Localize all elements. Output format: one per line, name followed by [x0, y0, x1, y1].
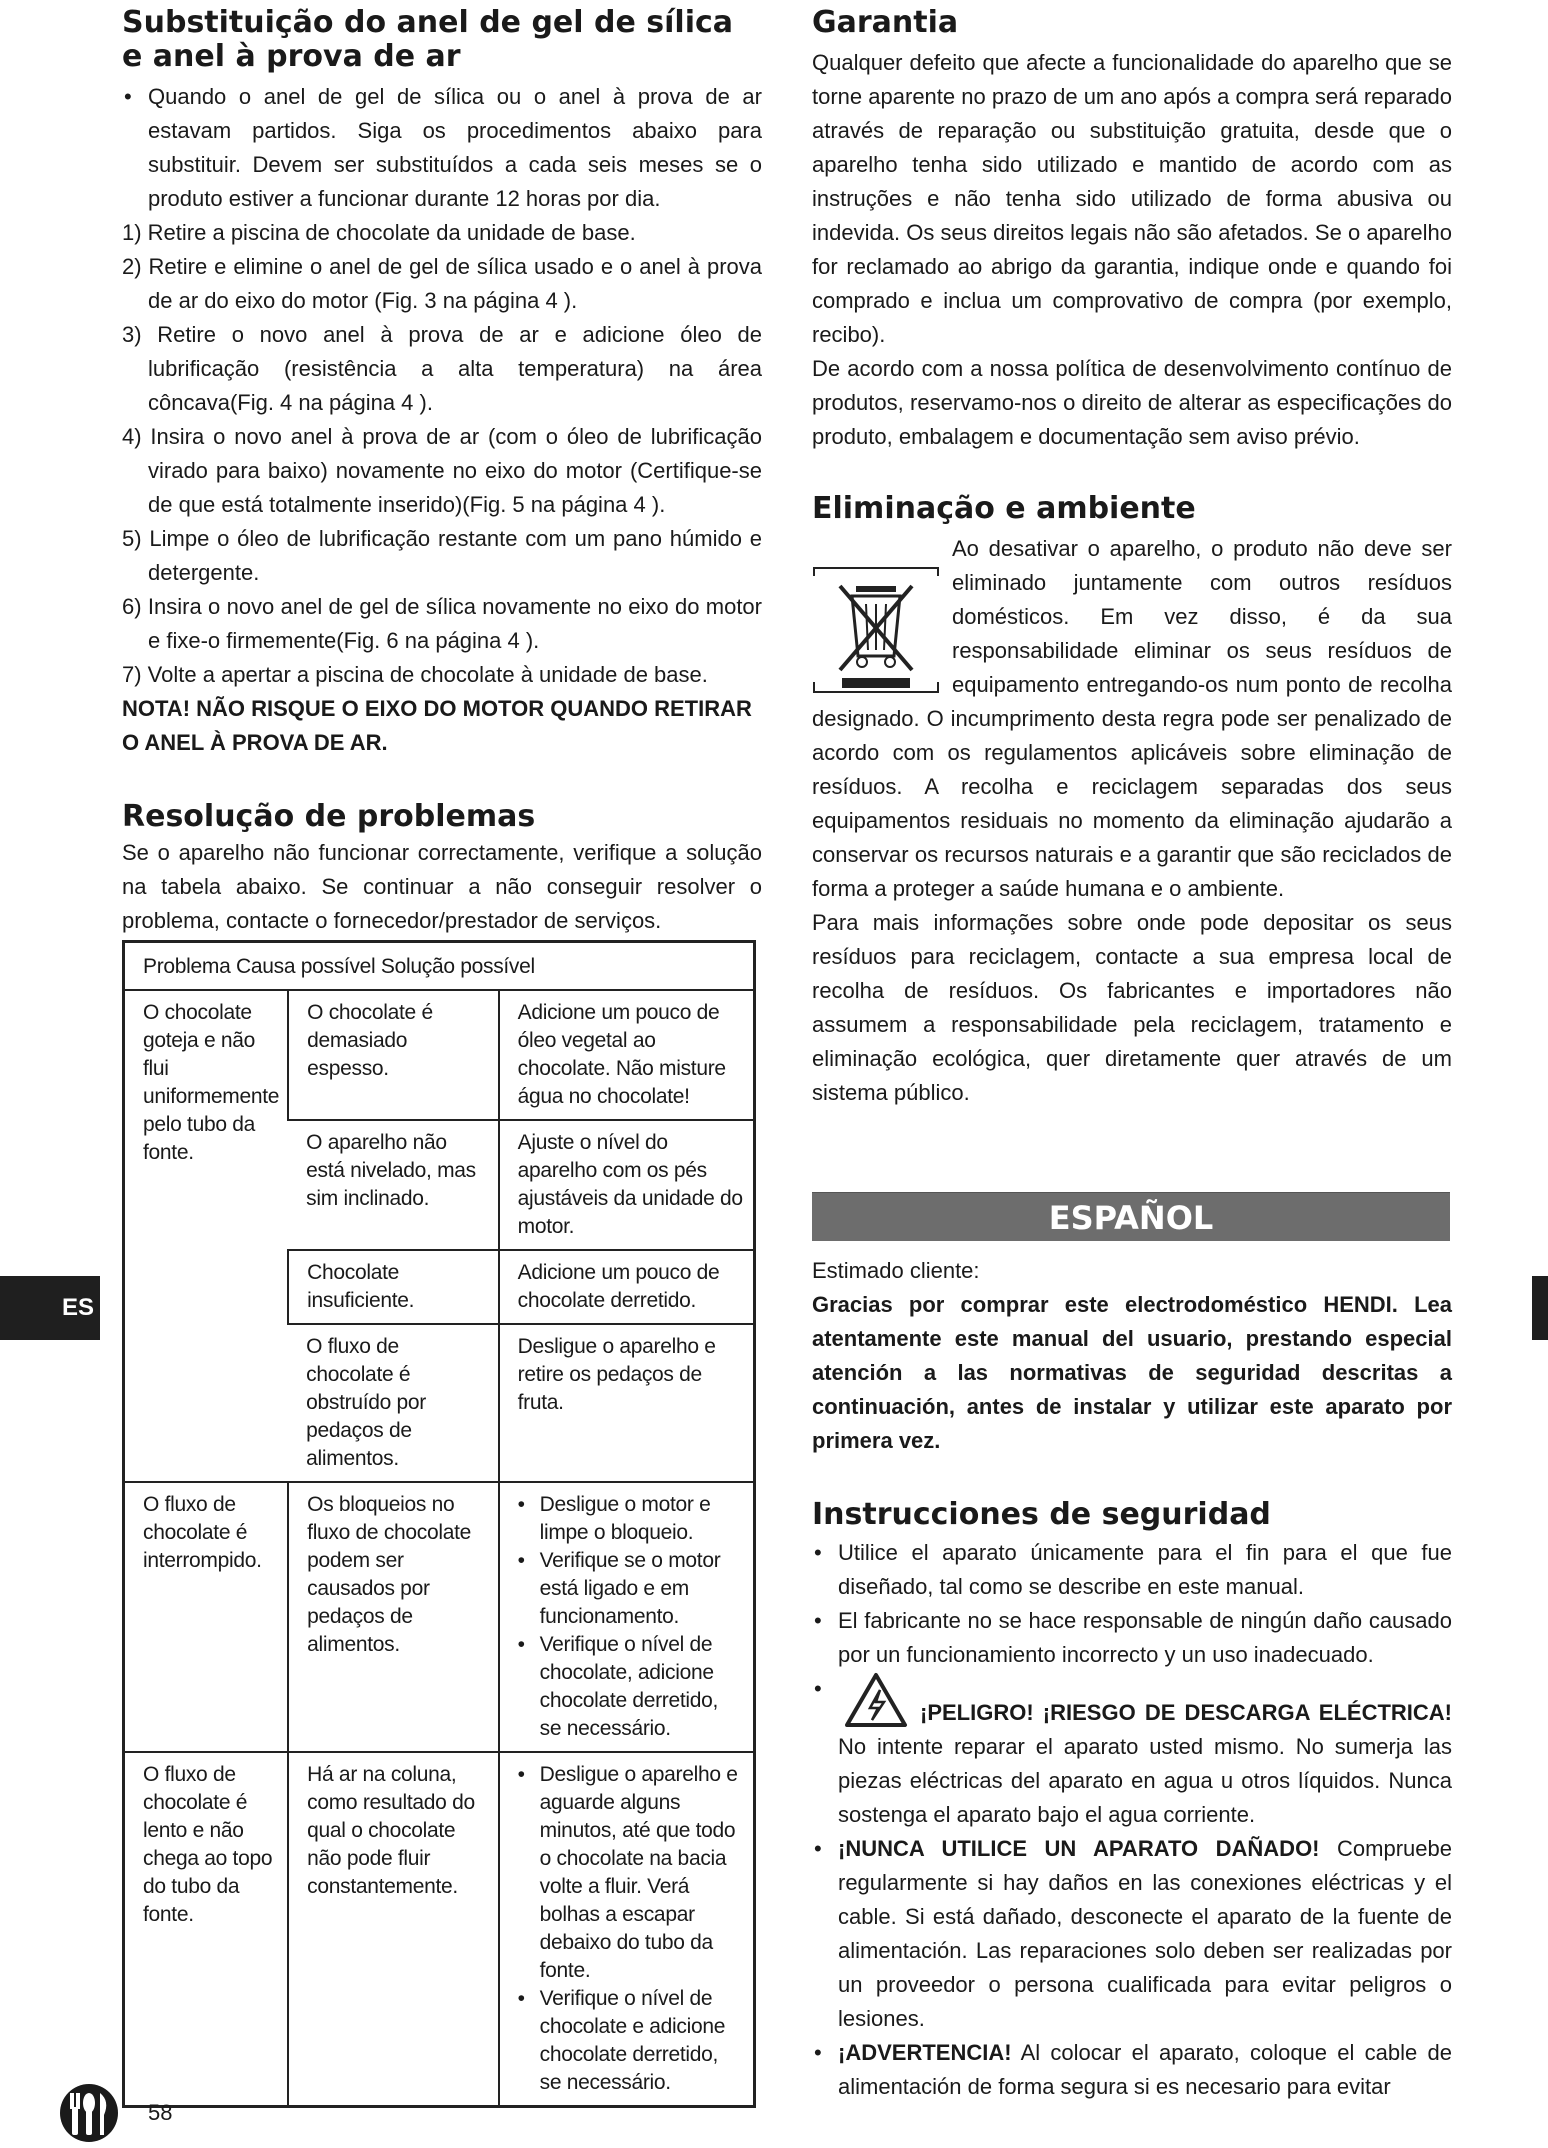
cause-3: Há ar na coluna, como resultado do qual o chocolate não pode fluir constantemente.: [288, 1752, 498, 2107]
solution-2: [499, 1482, 755, 1752]
heading-warranty: Garantia: [812, 5, 959, 40]
safety-item-1: • Utilice el aparato únicamente para el fin para el que fue diseñado, tal como se describe en este manual.: [812, 1536, 1452, 1604]
solution-3-item: • Verifique o nível de chocolate e adicione chocolate derretido, se necessário.: [518, 1985, 745, 2097]
problem-3: O fluxo de chocolate é lento e não chega ao topo do tubo da fonte.: [143, 1763, 273, 1926]
safety-item-3-bold: ¡PELIGRO! ¡RIESGO DE DESCARGA ELÉCTRICA!: [920, 1700, 1452, 1725]
spanish-section: [812, 1254, 1452, 2104]
cause-1c: Chocolate insuficiente.: [288, 1250, 498, 1324]
step-6: 6) Insira o novo anel de gel de sílica novamente no eixo do motor e fixe-o firmemente(Fig. 6 na página 4 ).: [122, 594, 762, 653]
step-1: 1) Retire a piscina de chocolate da unidade de base.: [122, 220, 636, 245]
language-side-tab: ES: [0, 1276, 100, 1340]
weee-recycle-bin-icon: [812, 566, 940, 704]
replacement-steps: [122, 216, 762, 692]
safety-list: [812, 1536, 1452, 2104]
solution-1a: Adicione um pouco de óleo vegetal ao chocolate. Não misture água no chocolate!: [499, 990, 755, 1120]
troubleshooting-table: [122, 940, 756, 2108]
safety-item-3: [812, 1672, 1452, 1832]
ring-bullet: • Quando o anel de gel de sílica ou o anel à prova de ar estavam partidos. Siga os procedimentos abaixo para substituir. Devem ser substituídos a cada seis meses se o produto estiver a funcionar durante 12 horas por dia.: [122, 80, 762, 216]
environment-paragraph-1: Ao desativar o aparelho, o produto não deve ser eliminado juntamente com outros resíduos domésticos. Em vez disso, é da sua responsabilidade eliminar os seus resíduos de equipamento entregando-os num ponto de recolha designado. O incumprimento desta regra pode ser penalizado de acordo com os regulamentos aplicáveis sobre eliminação de resíduos. A recolha e reciclagem separadas dos seus equipamentos residuais no momento da eliminação ajudarão a conservar os recursos naturais e a garantir que são reciclados de forma a proteger a saúde humana e o ambiente.: [812, 536, 1452, 901]
language-banner: ESPAÑOL: [812, 1192, 1450, 1241]
safety-item-3-text: No intente reparar el aparato usted mismo. No sumerja las piezas eléctricas del aparato en agua u otros líquidos. Nunca sostenga el aparato bajo el agua corriente.: [838, 1734, 1452, 1827]
warranty-paragraph-2: De acordo com a nossa política de desenvolvimento contínuo de produtos, reservamo-nos o direito de alterar as especificações do produto, embalagem e documentação sem aviso prévio.: [812, 356, 1452, 449]
problem-2: O fluxo de chocolate é interrompido.: [124, 1482, 289, 1752]
problem-1: O chocolate goteja e não flui uniformemente pelo tubo da fonte.: [143, 1001, 280, 1164]
safety-item-5-bold: ¡ADVERTENCIA!: [838, 2040, 1012, 2065]
safety-item-5: [812, 2036, 1452, 2104]
step-4: 4) Insira o novo anel à prova de ar (com o óleo de lubrificação virado para baixo) novamente no eixo do motor (Certifique-se de que está totalmente inserido)(Fig. 5 na página 4 ).: [122, 424, 762, 517]
table-header: Problema Causa possível Solução possível: [124, 942, 755, 991]
heading-environment: Eliminação e ambiente: [812, 491, 1196, 526]
step-5: 5) Limpe o óleo de lubrificação restante com um pano húmido e detergente.: [122, 526, 762, 585]
solution-1b: Ajuste o nível do aparelho com os pés ajustáveis da unidade do motor.: [499, 1120, 755, 1250]
cutlery-logo-icon: [56, 2083, 122, 2143]
step-7: 7) Volte a apertar a piscina de chocolate à unidade de base.: [122, 662, 708, 687]
table-row: [124, 1752, 755, 2107]
left-column: [122, 0, 762, 938]
solution-1c: Adicione um pouco de chocolate derretido.: [499, 1250, 755, 1324]
environment-paragraph-2: Para mais informações sobre onde pode depositar os seus resíduos para reciclagem, contacte a sua empresa local de recolha de resíduos. Os fabricantes e importadores não assumem a responsabilidade pela reciclagem, tratamento e eliminação ecológica, quer diretamente quer através de um sistema público.: [812, 910, 1452, 1105]
safety-item-5-text: Al colocar el aparato, coloque el cable de alimentación de forma segura si es necesario para evitar: [838, 2040, 1452, 2099]
solution-2-item: • Verifique o nível de chocolate, adicione chocolate derretido, se necessário.: [518, 1631, 745, 1743]
cause-1a: O chocolate é demasiado espesso.: [288, 990, 498, 1120]
heading-ring-replacement: Substituição do anel de gel de sílica e anel à prova de ar: [122, 5, 734, 74]
right-column: [812, 0, 1452, 1110]
solution-2-item: • Verifique se o motor está ligado e em funcionamento.: [518, 1547, 745, 1631]
troubleshooting-intro: Se o aparelho não funcionar correctamente, verifique a solução na tabela abaixo. Se continuar a não conseguir resolver o problema, contacte o fornecedor/prestador de serviços.: [122, 840, 762, 933]
heading-troubleshooting: Resolução de problemas: [122, 799, 536, 834]
edge-marker: [1532, 1276, 1548, 1340]
safety-item-4-bold: ¡NUNCA UTILICE UN APARATO DAÑADO!: [838, 1836, 1320, 1861]
table-row: [124, 1482, 755, 1752]
heading-safety: Instrucciones de seguridad: [812, 1497, 1271, 1532]
cause-2: Os bloqueios no fluxo de chocolate podem ser causados por pedaços de alimentos.: [288, 1482, 498, 1752]
solution-1d: Desligue o aparelho e retire os pedaços de fruta.: [499, 1324, 755, 1482]
solution-3: [499, 1752, 755, 2107]
electric-warning-icon: [844, 1672, 908, 1728]
cause-1b: O aparelho não está nivelado, mas sim inclinado.: [288, 1120, 498, 1250]
safety-item-2: • El fabricante no se hace responsable de ningún daño causado por un funcionamiento incorrecto y un uso inadecuado.: [812, 1604, 1452, 1672]
page-number: 58: [148, 2100, 173, 2125]
cause-1d: O fluxo de chocolate é obstruído por pedaços de alimentos.: [288, 1324, 498, 1482]
safety-item-4: [812, 1832, 1452, 2036]
warranty-paragraph-1: Qualquer defeito que afecte a funcionalidade do aparelho que se torne aparente no prazo de um ano após a compra será reparado através de reparação ou substituição gratuita, desde que o aparelho tenha sido utilizado e mantido de acordo com as instruções e não tenha sido utilizado de forma abusiva ou indevida. Os seus direitos legais não são afetados. Se o aparelho for reclamado ao abrigo da garantia, indique onde e quando foi comprado e inclua um comprovativo de compra (por exemplo, recibo).: [812, 50, 1452, 347]
step-2: 2) Retire e elimine o anel de gel de sílica usado e o anel à prova de ar do eixo do motor (Fig. 3 na página 4 ).: [122, 254, 762, 313]
solution-3-item: • Desligue o aparelho e aguarde alguns minutos, até que todo o chocolate na bacia volte a fluir. Verá bolhas a escapar debaixo do tubo da fonte.: [518, 1761, 745, 1985]
thanks-paragraph: Gracias por comprar este electrodoméstico HENDI. Lea atentamente este manual del usuario, prestando especial atención a las normativas de seguridad descritas a continuación, antes de instalar y utilizar este aparato por primera vez.: [812, 1292, 1452, 1453]
problem-1-cont: [124, 1250, 289, 1482]
table-row: [124, 990, 755, 1120]
safety-item-4-text: Compruebe regularmente si hay daños en las conexiones eléctricas y el cable. Si está dañado, desconecte el aparato de la fuente de alimentación. Las reparaciones solo deben ser realizadas por un proveedor o persona cualificada para evitar peligros o lesiones.: [838, 1836, 1452, 2031]
table-row: [124, 1250, 755, 1324]
ring-bullet-list: [122, 80, 762, 216]
note-warning: NOTA! NÃO RISQUE O EIXO DO MOTOR QUANDO RETIRAR O ANEL À PROVA DE AR.: [122, 696, 752, 755]
greeting: Estimado cliente:: [812, 1258, 980, 1283]
step-3: 3) Retire o novo anel à prova de ar e adicione óleo de lubrificação (resistência a alta temperatura) na área côncava(Fig. 4 na página 4 ).: [122, 322, 762, 415]
solution-2-item: • Desligue o motor e limpe o bloqueio.: [518, 1491, 745, 1547]
